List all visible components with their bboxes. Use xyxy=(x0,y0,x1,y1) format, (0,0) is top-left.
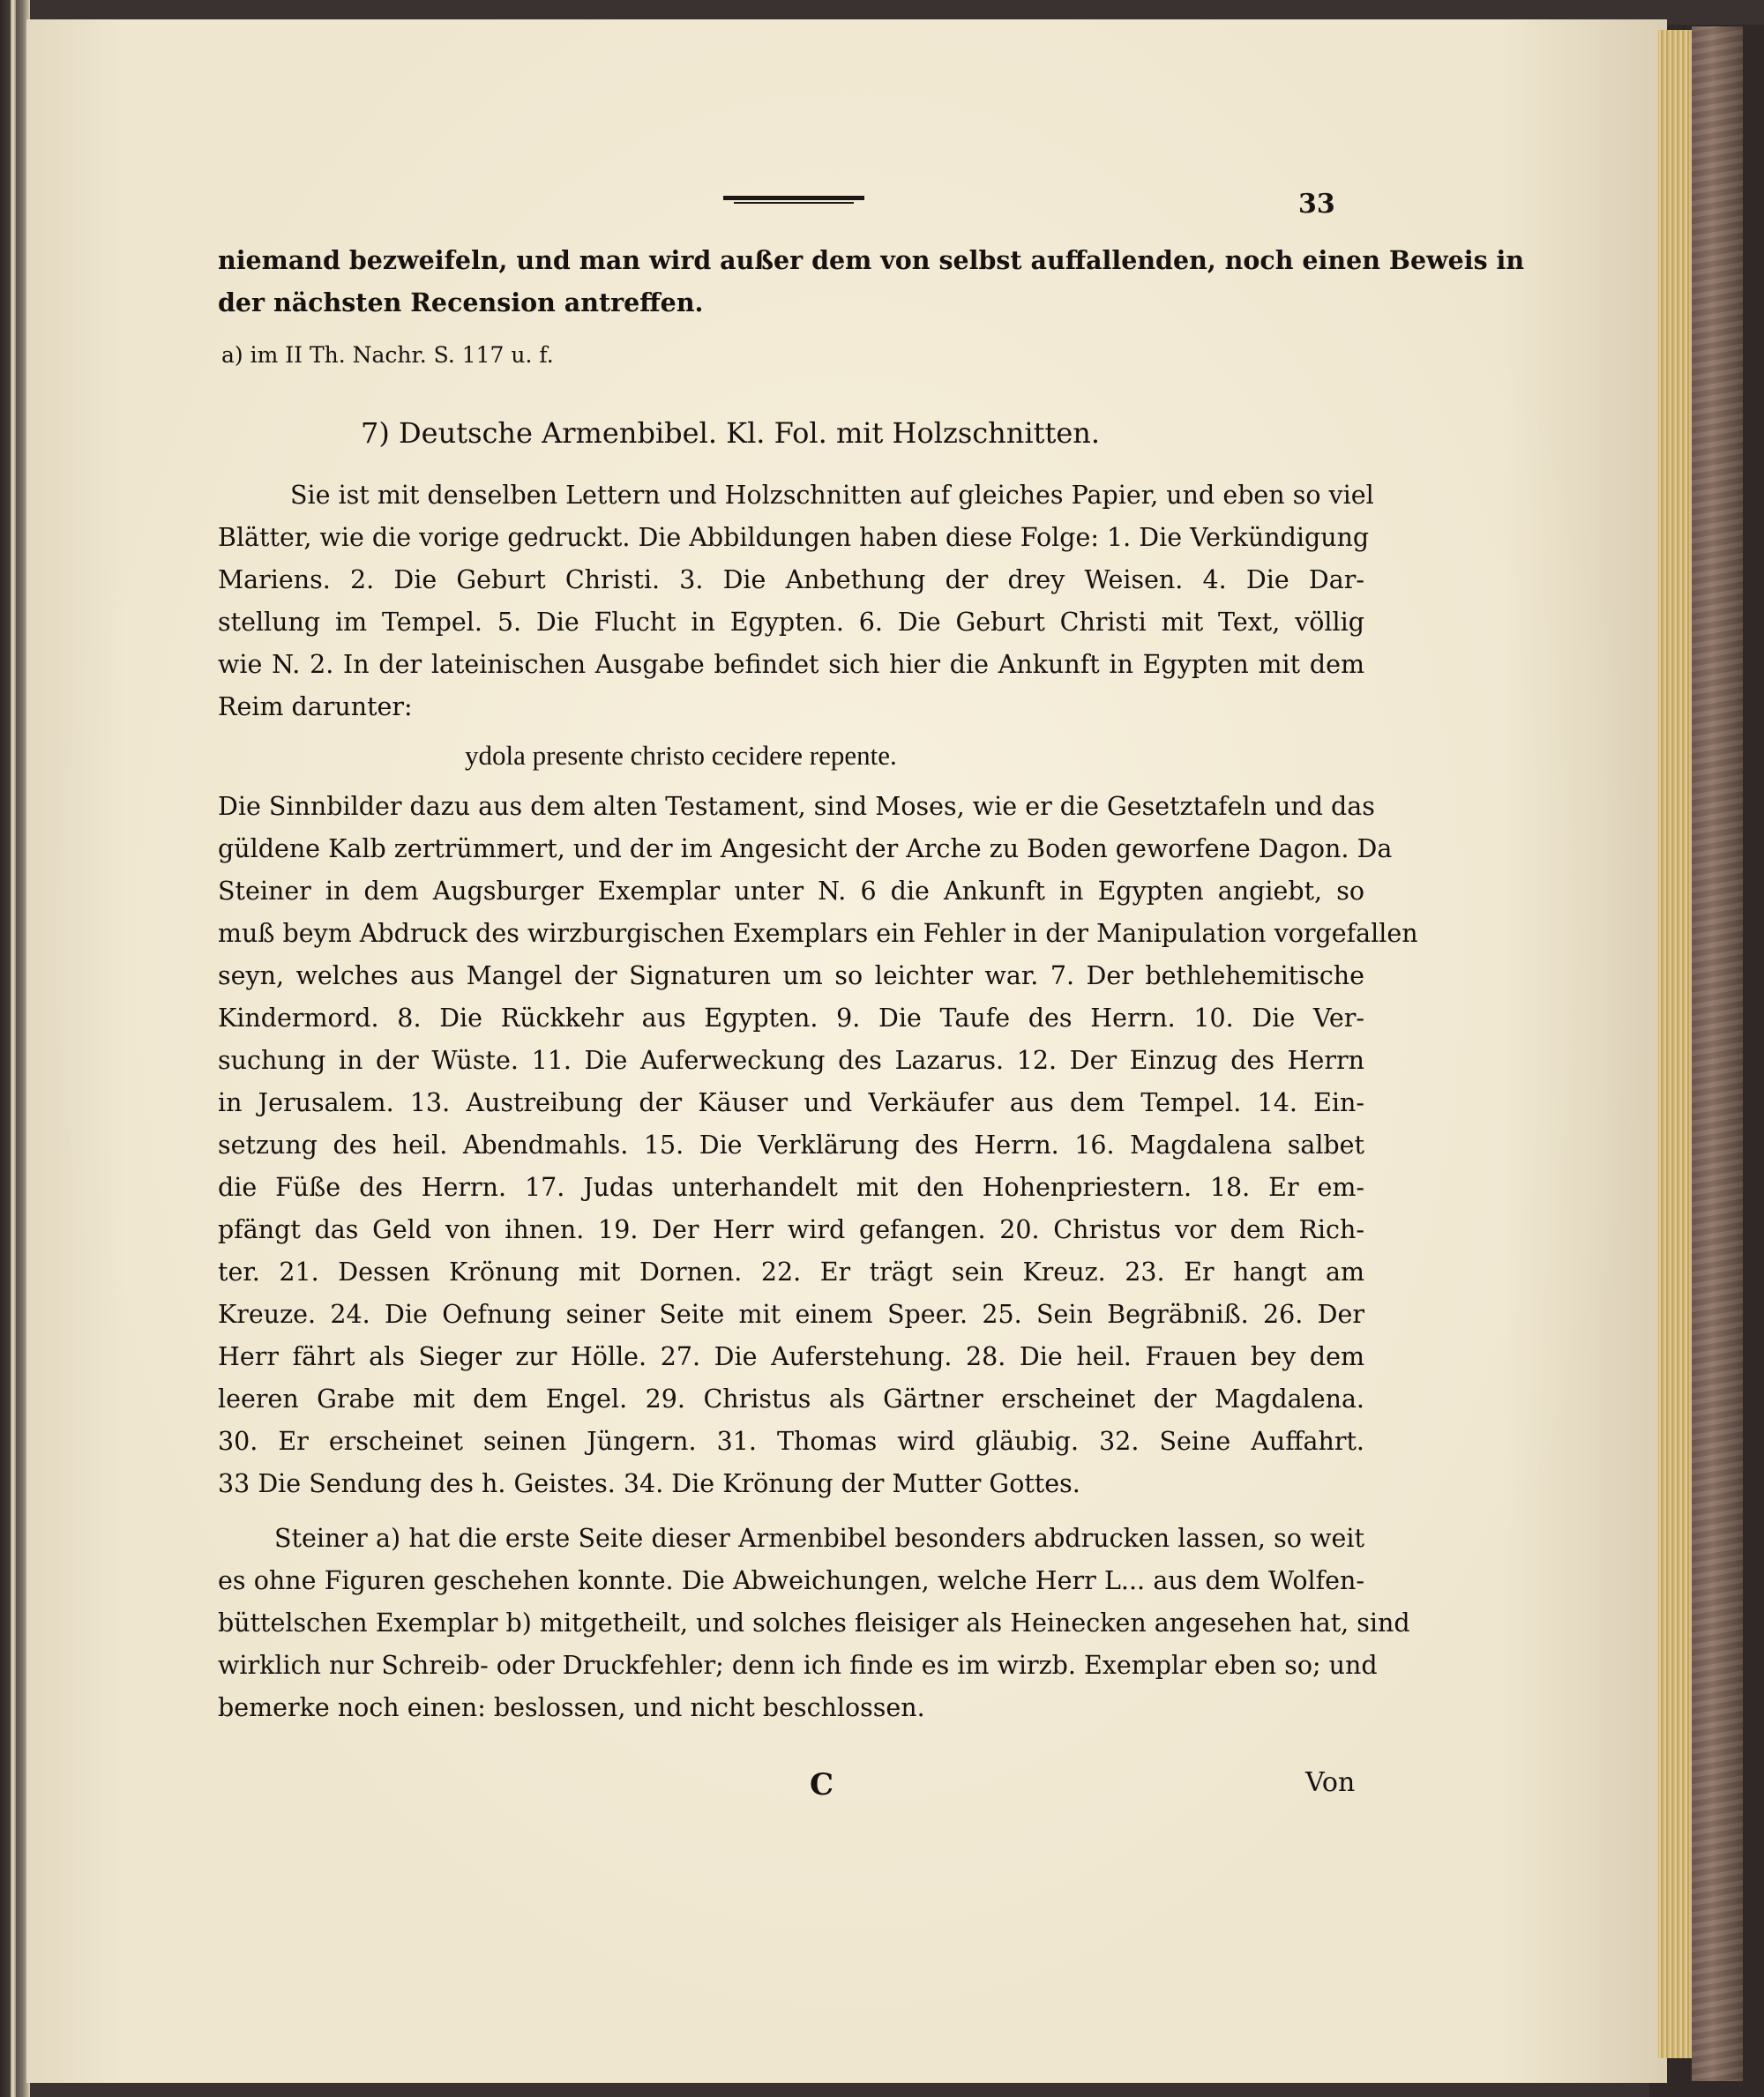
book-left-leaf xyxy=(11,0,16,2097)
text-line: wie N. 2. In der lateinischen Ausgabe befindet sich hier die Ankunft in Egypten mit dem xyxy=(218,650,1364,679)
footnote-line: a) im II Th. Nachr. S. 117 u. f. xyxy=(221,342,554,368)
text-line: Mariens. 2. Die Geburt Christi. 3. Die Anbethung der drey Weisen. 4. Die Dar- xyxy=(218,565,1364,594)
text-line: Steiner in dem Augsburger Exemplar unter N. 6 die Ankunft in Egypten angiebt, so xyxy=(218,877,1364,906)
text-line: setzung des heil. Abendmahls. 15. Die Verklärung des Herrn. 16. Magdalena salbet xyxy=(218,1131,1364,1160)
text-line: leeren Grabe mit dem Engel. 29. Christus als Gärtner erscheinet der Magdalena. xyxy=(218,1384,1364,1414)
latin-verse: ydola presente christo cecidere repente. xyxy=(465,740,897,771)
text-line: Herr fährt als Sieger zur Hölle. 27. Die Auferstehung. 28. Die heil. Frauen bey dem xyxy=(218,1342,1364,1371)
text-line: in Jerusalem. 13. Austreibung der Käuser und Verkäufer aus dem Tempel. 14. Ein- xyxy=(218,1088,1364,1117)
page-number: 33 xyxy=(1298,189,1335,220)
page-block-edge xyxy=(1658,30,1692,2058)
header-rule xyxy=(723,196,864,206)
catchword: Von xyxy=(1305,1767,1356,1798)
text-line: Reim darunter: xyxy=(218,692,413,721)
text-line: 33 Die Sendung des h. Geistes. 34. Die Krönung der Mutter Gottes. xyxy=(218,1469,1080,1498)
text-line: bemerke noch einen: beslossen, und nicht beschlossen. xyxy=(218,1693,925,1722)
text-line: muß beym Abdruck des wirzburgischen Exemplars ein Fehler in der Manipulation vorgefallen xyxy=(218,919,1418,948)
text-line: pfängt das Geld von ihnen. 19. Der Herr wird gefangen. 20. Christus vor dem Rich- xyxy=(218,1215,1364,1244)
text-line: Kreuze. 24. Die Oefnung seiner Seite mit einem Speer. 25. Sein Begräbniß. 26. Der xyxy=(218,1300,1364,1329)
text-line: der nächsten Recension antreffen. xyxy=(218,287,704,317)
text-line: suchung in der Wüste. 11. Die Auferweckung des Lazarus. 12. Der Einzug des Herrn xyxy=(218,1046,1364,1075)
text-line: ter. 21. Dessen Krönung mit Dornen. 22. Er trägt sein Kreuz. 23. Er hangt am xyxy=(218,1257,1364,1287)
text-line: wirklich nur Schreib- oder Druckfehler; denn ich finde es im wirzb. Exemplar eben so; und xyxy=(218,1651,1378,1680)
text-line: niemand bezweifeln, und man wird außer dem von selbst auffallenden, noch einen Beweis in xyxy=(218,245,1525,275)
text-line: Blätter, wie die vorige gedruckt. Die Abbildungen haben diese Folge: 1. Die Verkündigung xyxy=(218,523,1370,552)
text-line: Kindermord. 8. Die Rückkehr aus Egypten. 9. Die Taufe des Herrn. 10. Die Ver- xyxy=(218,1004,1364,1033)
text-line: stellung im Tempel. 5. Die Flucht in Egypten. 6. Die Geburt Christi mit Text, völlig xyxy=(218,608,1364,637)
text-line: es ohne Figuren geschehen konnte. Die Abweichungen, welche Herr L... aus dem Wolfen- xyxy=(218,1566,1364,1595)
text-line: seyn, welches aus Mangel der Signaturen um so leichter war. 7. Der bethlehemitische xyxy=(218,961,1364,990)
text-line: güldene Kalb zertrümmert, und der im Angesicht der Arche zu Boden geworfene Dagon. Da xyxy=(218,834,1393,863)
text-line: Die Sinnbilder dazu aus dem alten Testament, sind Moses, wie er die Gesetztafeln und das xyxy=(218,792,1375,821)
text-line: büttelschen Exemplar b) mitgetheilt, und solches fleisiger als Heinecken angesehen hat, sind xyxy=(218,1608,1410,1638)
text-line: die Füße des Herrn. 17. Judas unterhandelt mit den Hohenpriestern. 18. Er em- xyxy=(218,1173,1364,1202)
signature-mark: C xyxy=(810,1767,834,1802)
text-line: Steiner a) hat die erste Seite dieser Armenbibel besonders abdrucken lassen, so weit xyxy=(274,1524,1364,1553)
text-line: Sie ist mit denselben Lettern und Holzschnitten auf gleiches Papier, und eben so viel xyxy=(290,481,1374,510)
section-heading: 7) Deutsche Armenbibel. Kl. Fol. mit Holzschnitten. xyxy=(361,416,1101,450)
book-cover-edge xyxy=(1692,26,1743,2081)
text-line: 30. Er erscheinet seinen Jüngern. 31. Thomas wird gläubig. 32. Seine Auffahrt. xyxy=(218,1427,1364,1456)
